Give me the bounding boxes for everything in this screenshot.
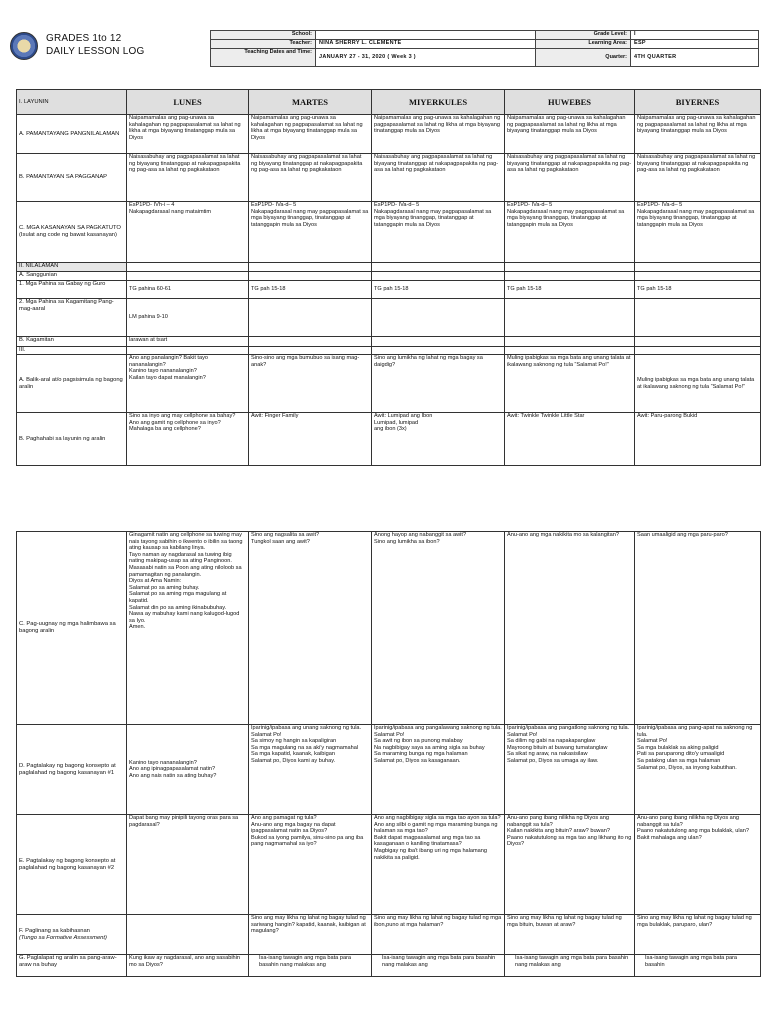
dates-value: JANUARY 27 - 31, 2020 ( Week 3 ) (316, 49, 536, 67)
form-title: GRADES 1to 12 (46, 33, 122, 44)
cell-r2-biyernes: Naisasabuhay ang pagpapasalamat sa lahat ng biyayang tinatanggap at nakapagpapakita ng pag-asa sa lahat ng pagkakataon (635, 154, 761, 202)
form-subtitle: DAILY LESSON LOG (46, 46, 145, 57)
cell-paghahabi-huwebes: Awit: Twinkle Twinkle Little Star (505, 413, 635, 466)
cell-pagtalakay2-biyernes: Anu-ano pang ibang nilikha ng Diyos ang nabanggit sa tula? Paano nakatutulong ang mga bulaklak, ulan? Bakit mahalaga ang ulan? (635, 815, 761, 915)
cell-pagtalakay1-miyerkules: Iparinig/ipabasa ang pangalawang saknong ng tula. Salamat Po! Sa awit ng ibon sa punong malabay Na nagbibigay saya sa aming sigla sa buhay Sa maraming bunga ng mga halaman Salamat po, Diyos sa kasaganaan. (372, 725, 505, 815)
day-header-lunes: LUNES (127, 90, 249, 115)
cell-balik-miyerkules: Sino ang lumikha ng lahat ng mga bagay sa daigdig? (372, 355, 505, 413)
cell-paglinang-miyerkules: Sino ang may likha ng lahat ng bagay tulad ng mga ibon,puno at mga halaman? (372, 915, 505, 955)
pamantayan-sa-pagganap-label: B. PAMANTAYAN SA PAGGANAP (17, 154, 127, 202)
cell-r3-huwebes: EsP1PD- IVa-d– 5 Nakapagdarasal nang may pagpapasalamat sa mga biyayang tinanggap, tinatanggap at tatanggapin mula sa Diyos (505, 202, 635, 263)
cell-pag-uugnay-lunes: Ginagamit natin ang cellphone sa tuwing may nais tayong sabihin o ikwento o ibilin sa taong ating kausap sa kabilang linya. Tayo naman ay nagdarasal sa tuwing ibig nating makipag-usap sa ating Panginoon. Masasabi natin sa Poon ang ating niloloob sa pamamagitan ng panalangin. Diyos at Ama Namin: Salamat po sa aming buhay. Salamat po sa aming mga magulang at kapatid. Salamat din po sa aming ikinabubuhay. Nawa ay mabuhay kami nang kalugod-lugod sa Iyo. Amen. (127, 532, 249, 725)
cell-pag-uugnay-huwebes: Anu-ano ang mga nakikita mo sa kalangitan? (505, 532, 635, 725)
teacher-label: Teacher: (211, 40, 316, 49)
kagamitang-pang-mag-aaral-label: 2. Mga Pahina sa Kagamitang Pang-mag-aaral (17, 299, 127, 337)
paghahabi-label: B. Paghahabi sa layunin ng aralin (17, 413, 127, 466)
cell-balik-martes: Sino-sino ang mga bumubuo sa isang mag-anak? (249, 355, 372, 413)
cell-r2-lunes: Naisasabuhay ang pagpapasalamat sa lahat ng biyayang tinatanggap at nakapagpapakita ng pag-asa sa lahat ng pagkakataon (127, 154, 249, 202)
cell-paglalapat-biyernes: Isa-isang tawagin ang mga bata para basahin (635, 955, 761, 977)
area-label: Learning Area: (536, 40, 631, 49)
layunin-header: I. LAYUNIN (17, 90, 127, 115)
area-value: ESP (631, 40, 759, 49)
cell-paglalapat-miyerkules: Isa-isang tawagin ang mga bata para basahin nang malakas ang (372, 955, 505, 977)
cell-paglinang-biyernes: Sino ang may likha ng lahat ng bagay tulad ng mga bulaklak, paruparo, ulan? (635, 915, 761, 955)
cell-kagamitan-lunes: LM pahina 9-10 (127, 299, 249, 337)
cell-gabay-huwebes: TG pah 15-18 (505, 281, 635, 299)
header-info-table (210, 30, 759, 67)
cell-pagtalakay1-huwebes: Iparinig/ipabasa ang pangatlong saknong ng tula. Salamat Po! Sa dilim ng gabi na napakapanglaw Mayroong bituin at buwang tumatanglaw Sa sikat ng araw, na nakasisilaw Salamat po, Diyos sa umaga ay ilaw. (505, 725, 635, 815)
pagtalakay-1-label: D. Pagtalakay ng bagong konsepto at paglalahad ng bagong kasanayan #1 (17, 725, 127, 815)
cell-gabay-lunes: TG pahina 60-61 (127, 281, 249, 299)
cell-r1-martes: Naipamamalas ang pag-unawa sa kahalagahan ng pagpapasalamat sa lahat ng likha at mga biyayang tinatanggap mula sa Diyos (249, 115, 372, 154)
cell-pag-uugnay-martes: Sino ang nagsalita sa awit? Tungkol saan ang awit? (249, 532, 372, 725)
cell-r2-miyerkules: Naisasabuhay ang pagpapasalamat sa lahat ng biyayang tinatanggap at nakapagpapakita ng pag-asa sa lahat ng pagkakataon (372, 154, 505, 202)
cell-r1-lunes: Naipamamalas ang pag-unawa sa kahalagahan ng pagpapasalamat sa lahat ng likha at mga biyayang tinatanggap mula sa Diyos (127, 115, 249, 154)
paglinang-label (17, 915, 127, 955)
cell-r3-lunes: EsP1PD- IVh-i – 4 Nakapagdarasal nang mataimtim (127, 202, 249, 263)
day-header-martes: MARTES (249, 90, 372, 115)
kagamitan-label: B. Kagamitan (17, 337, 127, 347)
cell-r1-huwebes: Naipamamalas ang pag-unawa sa kahalagahan ng pagpapasalamat sa lahat ng likha at mga biyayang tinatanggap mula sa Diyos (505, 115, 635, 154)
pamantayang-pangnilalaman-label: A. PAMANTAYANG PANGNILALAMAN (17, 115, 127, 154)
cell-pagtalakay2-martes: Ano ang pamagat ng tula? Anu-ano ang mga bagay na dapat ipagpasalamat natin sa Diyos? Bukod sa iyong pamilya, sinu-sino pa ang iba pang nagmamahal sa iyo? (249, 815, 372, 915)
cell-paghahabi-lunes: Sino sa inyo ang may cellphone sa bahay? Ano ang gamit ng cellphone sa inyo? Mahalaga ba ang cellphone? (127, 413, 249, 466)
school-value (316, 31, 536, 40)
day-header-huwebes: HUWEBES (505, 90, 635, 115)
cell-r1-biyernes: Naipamamalas ang pag-unawa sa kahalagahan ng pagpapasalamat sa lahat ng likha at mga biyayang tinatanggap mula sa Diyos (635, 115, 761, 154)
sanggunian-label: A. Sanggunian (17, 272, 127, 281)
cell-paghahabi-martes: Awit: Finger Family (249, 413, 372, 466)
grade-label: Grade Level: (536, 31, 631, 40)
cell-pagtalakay1-lunes: Kanino tayo nananalangin? Ano ang ipinagpapasalamat natin? Ano ang nais natin sa ating buhay? (127, 725, 249, 815)
cell-r3-miyerkules: EsP1PD- IVa-d– 5 Nakapagdarasal nang may pagpapasalamat sa mga biyayang tinanggap, tinatanggap at tatanggapin mula sa Diyos (372, 202, 505, 263)
cell-r1-miyerkules: Naipamamalas ang pag-unawa sa kahalagahan ng pagpapasalamat sa lahat ng likha at mga biyayang tinatanggap mula sa Diyos (372, 115, 505, 154)
pag-uugnay-label: C. Pag-uugnay ng mga halimbawa sa bagong aralin (17, 532, 127, 725)
quarter-value: 4TH QUARTER (631, 49, 759, 67)
school-label: School: (211, 31, 316, 40)
cell-balik-huwebes: Muling ipabigkas sa mga bata ang unang talata at ikalawang saknong ng tula “Salamat Po!” (505, 355, 635, 413)
cell-paglalapat-huwebes: Isa-isang tawagin ang mga bata para basahin nang malakas ang (505, 955, 635, 977)
cell-pagtalakay2-lunes: Dapat bang may pinipili tayong oras para sa pagdarasal? (127, 815, 249, 915)
cell-r2-huwebes: Naisasabuhay ang pagpapasalamat sa lahat ng biyayang tinatanggap at nakapagpapakita ng pag-asa sa lahat ng pagkakataon (505, 154, 635, 202)
cell-paglinang-martes: Sino ang may likha ng lahat ng bagay tulad ng sariwang hangin? kapatid, kaanak, kaibigan at magulang? (249, 915, 372, 955)
cell-pagtalakay1-martes: Iparinig/ipabasa ang unang saknong ng tula. Salamat Po! Sa simoy ng hangin sa kapaligiran Sa mga magulang na sa aki'y nagmamahal Sa mga kapatid, kaanak, kaibigan Salamat po, Diyos kami ay buhay. (249, 725, 372, 815)
cell-r2-martes: Naisasabuhay ang pagpapasalamat sa lahat ng biyayang tinatanggap at nakapagpapakita ng pag-asa sa lahat ng pagkakataon (249, 154, 372, 202)
paglinang-label-main: F. Paglinang sa kabihasnan (19, 927, 90, 934)
grade-value: I (631, 31, 759, 40)
cell-pag-uugnay-miyerkules: Anong hayop ang nabanggit sa awit? Sino ang lumikha sa ibon? (372, 532, 505, 725)
cell-paglalapat-martes: Isa-isang tawagin ang mga bata para basahin nang malakas ang (249, 955, 372, 977)
cell-kag-lunes: larawan at tsart (127, 337, 249, 347)
gabay-ng-guro-label: 1. Mga Pahina sa Gabay ng Guro (17, 281, 127, 299)
cell-pagtalakay1-biyernes: Iparinig/ipabasa ang pang-apat na saknong ng tula. Salamat Po! Sa mga bulaklak sa aking paligid Pati sa paruparong dito'y umaaligid Sa patakng ulan sa mga halaman Salamat po, Diyos, sa inyong kabutihan. (635, 725, 761, 815)
cell-paghahabi-biyernes: Awit: Paru-parong Bukid (635, 413, 761, 466)
cell-paglinang-huwebes: Sino ang may likha ng lahat ng bagay tulad ng mga bituin, buwan at araw? (505, 915, 635, 955)
deped-seal-logo (10, 32, 38, 60)
dates-label: Teaching Dates and Time: (211, 49, 316, 67)
cell-pag-uugnay-biyernes: Saan umaaligid ang mga paru-paro? (635, 532, 761, 725)
nilalaman-label: II. NILALAMAN (17, 263, 127, 272)
paglinang-label-note: (Tungo sa Formative Assessment) (19, 934, 107, 941)
pamamaraan-label: III. (17, 347, 127, 355)
cell-gabay-miyerkules: TG pah 15-18 (372, 281, 505, 299)
cell-pagtalakay2-huwebes: Anu-ano pang ibang nilikha ng Diyos ang nabanggit sa tula? Kailan nakikita ang bituin? araw? buwan? Paano nakatutulong sa mga tao ang likhang ito ng Diyos? (505, 815, 635, 915)
lesson-log-table-1 (16, 89, 761, 466)
cell-r3-biyernes: EsP1PD- IVa-d– 5 Nakapagdarasal nang may pagpapasalamat sa mga biyayang tinanggap, tinatanggap at tatanggapin mula sa Diyos (635, 202, 761, 263)
pagtalakay-2-label: E. Pagtalakay ng bagong konsepto at paglalahad ng bagong kasanayan #2 (17, 815, 127, 915)
cell-balik-lunes: Ano ang panalangin? Bakit tayo nananalangin? Kanino tayo nananalangin? Kailan tayo dapat manalangin? (127, 355, 249, 413)
cell-balik-biyernes: Muling ipabigkas sa mga bata ang unang talata at ikalawang saknong ng tula “Salamat Po!” (635, 355, 761, 413)
day-header-biyernes: BIYERNES (635, 90, 761, 115)
kasanayan-label: C. MGA KASANAYAN SA PAGKATUTO (Isulat ang code ng bawat kasanayan) (17, 202, 127, 263)
day-header-miyerkules: MIYERKULES (372, 90, 505, 115)
balik-aral-label: A. Balik-aral at/o pagsisimula ng bagong aralin (17, 355, 127, 413)
cell-pagtalakay2-miyerkules: Ano ang nagbibigay sigla sa mga tao ayon sa tula? Ano ang silbi o gamit ng mga maraming bunga ng halaman sa mga tao? Bakit dapat magpasalamat ang mga tao sa kasaganaan o kaniling tinatamasa? Magbigay ng iba't ibang uri ng mga halamang nakikita sa paligid. (372, 815, 505, 915)
teacher-value: NINA SHERRY L. CLEMENTE (316, 40, 536, 49)
quarter-label: Quarter: (536, 49, 631, 67)
lesson-log-table-2 (16, 531, 761, 977)
cell-gabay-biyernes: TG pah 15-18 (635, 281, 761, 299)
cell-gabay-martes: TG pah 15-18 (249, 281, 372, 299)
paglalapat-label: G. Paglalapat ng aralin sa pang-araw-araw na buhay (17, 955, 127, 977)
cell-paghahabi-miyerkules: Awit: Lumipad ang Ibon Lumipad, lumipad ang ibon (3x) (372, 413, 505, 466)
cell-r3-martes: EsP1PD- IVa-d– 5 Nakapagdarasal nang may pagpapasalamat sa mga biyayang tinanggap, tinatanggap at tatanggapin mula sa Diyos (249, 202, 372, 263)
cell-paglalapat-lunes: Kung ikaw ay nagdarasal, ano ang sasabihin mo sa Diyos? (127, 955, 249, 977)
